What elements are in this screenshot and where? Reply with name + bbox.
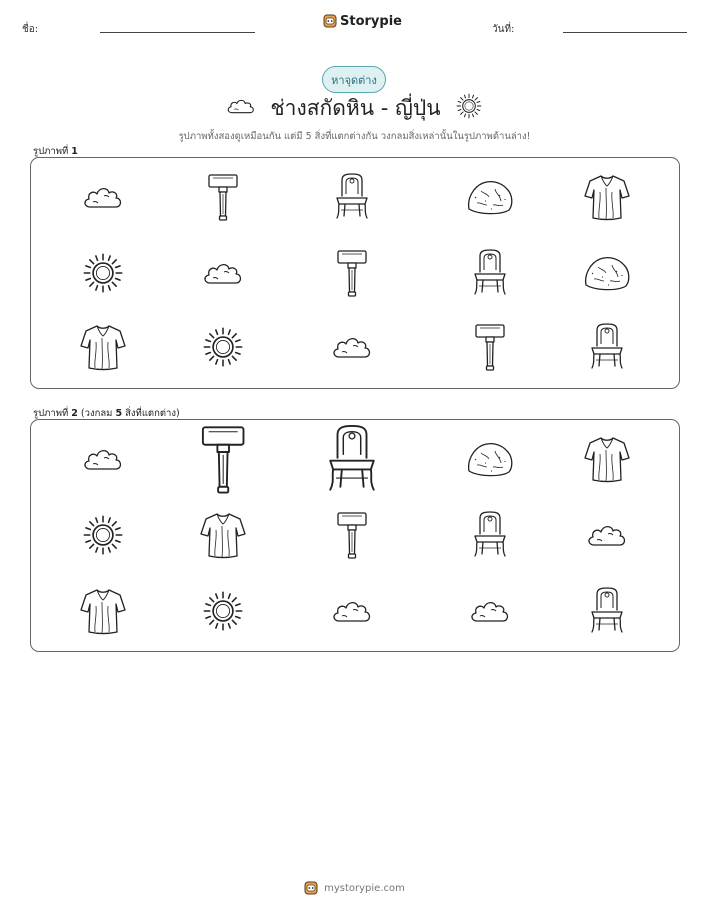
storypie-mascot-icon <box>323 13 337 29</box>
picture-1-sun-icon[interactable] <box>68 243 138 303</box>
sun-icon <box>455 92 483 124</box>
footer <box>0 880 709 896</box>
instructions: รูปภาพทั้งสองดูเหมือนกัน แต่มี 5 สิ่งที่แตกต่างกัน วงกลมสิ่งเหล่านั้นในรูปภาพด้านล่าง! <box>178 131 531 142</box>
picture-2-rock-icon[interactable] <box>455 429 525 489</box>
footer-url: mystorypie.com <box>324 882 405 894</box>
activity-badge: หาจุดต่าง <box>322 66 386 93</box>
picture-1-label-text: รูปภาพที่ <box>33 146 72 157</box>
picture-1-number: 1 <box>71 146 78 157</box>
picture-1-rock-icon[interactable] <box>455 167 525 227</box>
picture-2-label-mid: (วงกลม <box>77 408 116 419</box>
date-label: วันที่: <box>492 24 515 35</box>
brand-logo <box>323 13 402 29</box>
picture-2-hammer-icon[interactable] <box>188 429 258 489</box>
picture-1-rock-icon[interactable] <box>572 243 642 303</box>
picture-2-sun-icon[interactable] <box>68 505 138 565</box>
picture-2-count: 5 <box>115 408 123 419</box>
picture-2-cloud-icon[interactable] <box>317 581 387 641</box>
picture-1-cloud-icon[interactable] <box>68 167 138 227</box>
picture-2-chair-icon[interactable] <box>317 429 387 489</box>
picture-1-robe-icon[interactable] <box>572 167 642 227</box>
picture-2-hammer-icon[interactable] <box>317 505 387 565</box>
picture-2-robe-icon[interactable] <box>572 429 642 489</box>
picture-2-label-text: รูปภาพที่ <box>33 408 72 419</box>
storypie-mascot-icon <box>304 880 318 896</box>
picture-1-robe-icon[interactable] <box>68 317 138 377</box>
cloud-icon <box>226 95 256 121</box>
picture-1-hammer-icon[interactable] <box>317 243 387 303</box>
title-row <box>0 95 709 121</box>
picture-1-chair-icon[interactable] <box>455 243 525 303</box>
date-field[interactable] <box>563 32 687 33</box>
picture-1-hammer-icon[interactable] <box>188 167 258 227</box>
picture-1-sun-icon[interactable] <box>188 317 258 377</box>
picture-2-cloud-icon[interactable] <box>455 581 525 641</box>
picture-1-cloud-icon[interactable] <box>188 243 258 303</box>
picture-2-cloud-icon[interactable] <box>68 429 138 489</box>
picture-2-cloud-icon[interactable] <box>572 505 642 565</box>
picture-1-hammer-icon[interactable] <box>455 317 525 377</box>
picture-2-sun-icon[interactable] <box>188 581 258 641</box>
picture-1-cloud-icon[interactable] <box>317 317 387 377</box>
name-label: ชื่อ: <box>22 24 39 35</box>
picture-2-robe-icon[interactable] <box>188 505 258 565</box>
brand-name: Storypie <box>340 13 402 29</box>
picture-1-chair-icon[interactable] <box>317 167 387 227</box>
picture-2-label-suffix: สิ่งที่แตกต่าง) <box>122 408 180 419</box>
picture-2-chair-icon[interactable] <box>455 505 525 565</box>
name-field[interactable] <box>100 32 255 33</box>
picture-2-robe-icon[interactable] <box>68 581 138 641</box>
picture-1-chair-icon[interactable] <box>572 317 642 377</box>
page-title: ช่างสกัดหิน - ญี่ปุ่น <box>270 95 441 120</box>
picture-2-chair-icon[interactable] <box>572 581 642 641</box>
picture-2-number: 2 <box>71 408 78 419</box>
